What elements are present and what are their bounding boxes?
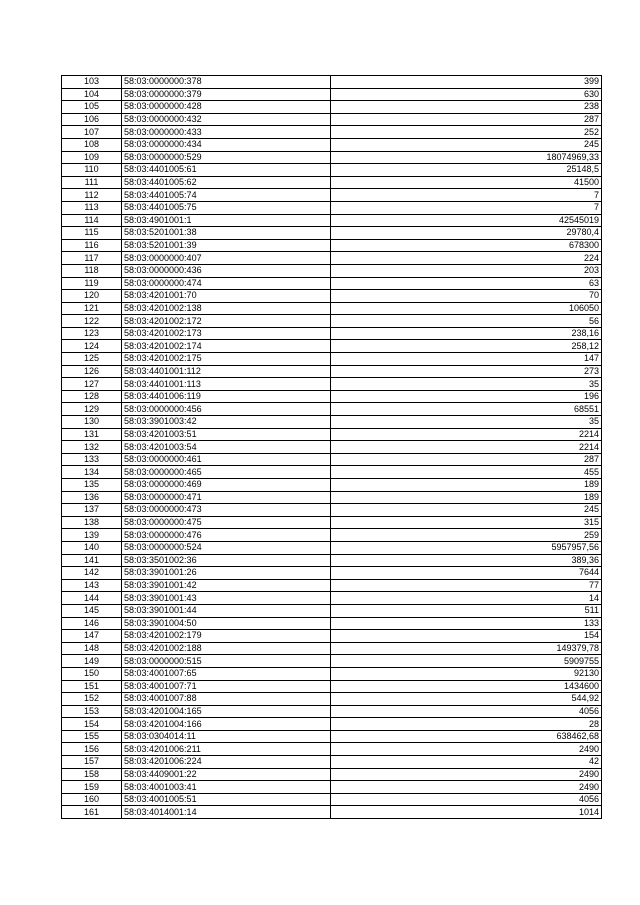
row-value: 7644 bbox=[331, 567, 602, 580]
row-value: 203 bbox=[331, 264, 602, 277]
row-number: 106 bbox=[62, 113, 122, 126]
row-number: 157 bbox=[62, 756, 122, 769]
row-number: 144 bbox=[62, 592, 122, 605]
row-number: 128 bbox=[62, 390, 122, 403]
row-value: 56 bbox=[331, 315, 602, 328]
row-value: 2214 bbox=[331, 441, 602, 454]
table-row bbox=[62, 579, 602, 592]
row-value: 28 bbox=[331, 718, 602, 731]
table-row bbox=[62, 390, 602, 403]
row-number: 142 bbox=[62, 567, 122, 580]
cadastral-number: 58:03:4201002:172 bbox=[122, 315, 331, 328]
cadastral-number: 58:03:0000000:471 bbox=[122, 491, 331, 504]
row-number: 153 bbox=[62, 705, 122, 718]
row-value: 238 bbox=[331, 101, 602, 114]
cadastral-number: 58:03:4201002:173 bbox=[122, 327, 331, 340]
row-value: 2490 bbox=[331, 781, 602, 794]
row-value: 544,92 bbox=[331, 693, 602, 706]
cadastral-number: 58:03:5201001:39 bbox=[122, 239, 331, 252]
table-row bbox=[62, 592, 602, 605]
row-value: 68551 bbox=[331, 403, 602, 416]
cadastral-number: 58:03:0000000:465 bbox=[122, 466, 331, 479]
cadastral-number: 58:03:4401001:113 bbox=[122, 378, 331, 391]
row-number: 110 bbox=[62, 164, 122, 177]
table-row bbox=[62, 113, 602, 126]
table-row bbox=[62, 768, 602, 781]
cadastral-number: 58:03:4401005:61 bbox=[122, 164, 331, 177]
row-number: 133 bbox=[62, 453, 122, 466]
cadastral-number: 58:03:0000000:529 bbox=[122, 151, 331, 164]
row-number: 121 bbox=[62, 302, 122, 315]
table-row bbox=[62, 655, 602, 668]
table-row bbox=[62, 189, 602, 202]
row-value: 315 bbox=[331, 516, 602, 529]
row-number: 122 bbox=[62, 315, 122, 328]
cadastral-number: 58:03:0000000:476 bbox=[122, 529, 331, 542]
table-row bbox=[62, 302, 602, 315]
table-row bbox=[62, 541, 602, 554]
row-value: 42545019 bbox=[331, 214, 602, 227]
row-value: 154 bbox=[331, 630, 602, 643]
cadastral-number: 58:03:3901004:50 bbox=[122, 617, 331, 630]
table-row bbox=[62, 604, 602, 617]
cadastral-number: 58:03:4201002:188 bbox=[122, 642, 331, 655]
row-number: 136 bbox=[62, 491, 122, 504]
table-row bbox=[62, 705, 602, 718]
cadastral-number: 58:03:4201006:224 bbox=[122, 756, 331, 769]
row-number: 135 bbox=[62, 479, 122, 492]
cadastral-number: 58:03:4201002:175 bbox=[122, 353, 331, 366]
row-value: 245 bbox=[331, 138, 602, 151]
row-value: 42 bbox=[331, 756, 602, 769]
row-number: 138 bbox=[62, 516, 122, 529]
cadastral-number: 58:03:4901001:1 bbox=[122, 214, 331, 227]
cadastral-number: 58:03:0000000:434 bbox=[122, 138, 331, 151]
cadastral-number: 58:03:3901001:43 bbox=[122, 592, 331, 605]
row-number: 150 bbox=[62, 667, 122, 680]
row-number: 114 bbox=[62, 214, 122, 227]
cadastral-number: 58:03:4201002:138 bbox=[122, 302, 331, 315]
row-value: 1014 bbox=[331, 806, 602, 819]
row-value: 630 bbox=[331, 88, 602, 101]
cadastral-number: 58:03:0000000:436 bbox=[122, 264, 331, 277]
row-value: 252 bbox=[331, 126, 602, 139]
row-value: 25148,5 bbox=[331, 164, 602, 177]
row-number: 103 bbox=[62, 76, 122, 89]
row-number: 104 bbox=[62, 88, 122, 101]
cadastral-number: 58:03:0000000:378 bbox=[122, 76, 331, 89]
row-number: 113 bbox=[62, 201, 122, 214]
cadastral-number: 58:03:4014001:14 bbox=[122, 806, 331, 819]
table-row bbox=[62, 680, 602, 693]
cadastral-number: 58:03:0304014:11 bbox=[122, 730, 331, 743]
row-number: 149 bbox=[62, 655, 122, 668]
cadastral-number: 58:03:0000000:469 bbox=[122, 479, 331, 492]
row-number: 112 bbox=[62, 189, 122, 202]
cadastral-number: 58:03:4401001:112 bbox=[122, 365, 331, 378]
table-row bbox=[62, 365, 602, 378]
table-row bbox=[62, 718, 602, 731]
row-value: 287 bbox=[331, 453, 602, 466]
table-row bbox=[62, 693, 602, 706]
row-value: 224 bbox=[331, 252, 602, 265]
cadastral-number: 58:03:0000000:428 bbox=[122, 101, 331, 114]
cadastral-number: 58:03:3501002:36 bbox=[122, 554, 331, 567]
row-number: 140 bbox=[62, 541, 122, 554]
row-number: 127 bbox=[62, 378, 122, 391]
table-row bbox=[62, 201, 602, 214]
row-value: 14 bbox=[331, 592, 602, 605]
table-row bbox=[62, 567, 602, 580]
table-row bbox=[62, 88, 602, 101]
row-number: 155 bbox=[62, 730, 122, 743]
row-value: 1434600 bbox=[331, 680, 602, 693]
row-value: 511 bbox=[331, 604, 602, 617]
row-number: 158 bbox=[62, 768, 122, 781]
cadastral-number: 58:03:0000000:407 bbox=[122, 252, 331, 265]
cadastral-number: 58:03:4401006:119 bbox=[122, 390, 331, 403]
table-row bbox=[62, 151, 602, 164]
row-number: 125 bbox=[62, 353, 122, 366]
row-number: 154 bbox=[62, 718, 122, 731]
table-row bbox=[62, 504, 602, 517]
table-row bbox=[62, 76, 602, 89]
row-number: 118 bbox=[62, 264, 122, 277]
cadastral-number: 58:03:4401005:74 bbox=[122, 189, 331, 202]
row-number: 119 bbox=[62, 277, 122, 290]
row-number: 143 bbox=[62, 579, 122, 592]
table-row bbox=[62, 101, 602, 114]
row-number: 109 bbox=[62, 151, 122, 164]
table-row bbox=[62, 466, 602, 479]
table-row bbox=[62, 554, 602, 567]
cadastral-number: 58:03:3901001:42 bbox=[122, 579, 331, 592]
row-number: 145 bbox=[62, 604, 122, 617]
row-value: 77 bbox=[331, 579, 602, 592]
table-row bbox=[62, 239, 602, 252]
row-number: 134 bbox=[62, 466, 122, 479]
row-value: 106050 bbox=[331, 302, 602, 315]
row-number: 156 bbox=[62, 743, 122, 756]
row-number: 146 bbox=[62, 617, 122, 630]
table-row bbox=[62, 441, 602, 454]
row-value: 29780,4 bbox=[331, 227, 602, 240]
table-row bbox=[62, 252, 602, 265]
row-number: 116 bbox=[62, 239, 122, 252]
cadastral-number: 58:03:4001005:51 bbox=[122, 793, 331, 806]
cadastral-number: 58:03:4201003:54 bbox=[122, 441, 331, 454]
row-number: 117 bbox=[62, 252, 122, 265]
row-number: 111 bbox=[62, 176, 122, 189]
table-row bbox=[62, 176, 602, 189]
table-row bbox=[62, 403, 602, 416]
row-value: 259 bbox=[331, 529, 602, 542]
row-value: 399 bbox=[331, 76, 602, 89]
cadastral-number: 58:03:4001007:65 bbox=[122, 667, 331, 680]
row-value: 189 bbox=[331, 479, 602, 492]
table-row bbox=[62, 491, 602, 504]
table-row bbox=[62, 642, 602, 655]
row-value: 35 bbox=[331, 416, 602, 429]
row-value: 92130 bbox=[331, 667, 602, 680]
table-row bbox=[62, 793, 602, 806]
row-number: 141 bbox=[62, 554, 122, 567]
cadastral-number: 58:03:0000000:379 bbox=[122, 88, 331, 101]
row-number: 159 bbox=[62, 781, 122, 794]
cadastral-number: 58:03:5201001:38 bbox=[122, 227, 331, 240]
row-value: 2490 bbox=[331, 743, 602, 756]
row-number: 120 bbox=[62, 290, 122, 303]
table-row bbox=[62, 164, 602, 177]
row-value: 5909755 bbox=[331, 655, 602, 668]
table-row bbox=[62, 667, 602, 680]
cadastral-number: 58:03:0000000:432 bbox=[122, 113, 331, 126]
row-value: 638462,68 bbox=[331, 730, 602, 743]
cadastral-number: 58:03:4201004:165 bbox=[122, 705, 331, 718]
table-row bbox=[62, 227, 602, 240]
row-value: 258,12 bbox=[331, 340, 602, 353]
cadastral-number: 58:03:4409001:22 bbox=[122, 768, 331, 781]
row-number: 137 bbox=[62, 504, 122, 517]
row-number: 124 bbox=[62, 340, 122, 353]
row-number: 161 bbox=[62, 806, 122, 819]
row-value: 2490 bbox=[331, 768, 602, 781]
table-row bbox=[62, 378, 602, 391]
table-row bbox=[62, 743, 602, 756]
row-value: 287 bbox=[331, 113, 602, 126]
row-value: 238,16 bbox=[331, 327, 602, 340]
row-number: 130 bbox=[62, 416, 122, 429]
table-row bbox=[62, 315, 602, 328]
row-number: 147 bbox=[62, 630, 122, 643]
cadastral-number: 58:03:3901001:26 bbox=[122, 567, 331, 580]
row-value: 189 bbox=[331, 491, 602, 504]
row-number: 160 bbox=[62, 793, 122, 806]
row-number: 129 bbox=[62, 403, 122, 416]
row-value: 63 bbox=[331, 277, 602, 290]
row-value: 7 bbox=[331, 201, 602, 214]
row-value: 5957957,56 bbox=[331, 541, 602, 554]
row-value: 2214 bbox=[331, 428, 602, 441]
row-number: 151 bbox=[62, 680, 122, 693]
table-row bbox=[62, 516, 602, 529]
row-value: 273 bbox=[331, 365, 602, 378]
cadastral-number: 58:03:4001007:88 bbox=[122, 693, 331, 706]
cadastral-number: 58:03:3901003:42 bbox=[122, 416, 331, 429]
table-row bbox=[62, 756, 602, 769]
row-value: 4056 bbox=[331, 793, 602, 806]
row-value: 35 bbox=[331, 378, 602, 391]
row-value: 4056 bbox=[331, 705, 602, 718]
cadastral-number: 58:03:0000000:461 bbox=[122, 453, 331, 466]
row-number: 108 bbox=[62, 138, 122, 151]
cadastral-number: 58:03:0000000:433 bbox=[122, 126, 331, 139]
table-row bbox=[62, 126, 602, 139]
table-body bbox=[62, 76, 602, 819]
row-number: 131 bbox=[62, 428, 122, 441]
table-row bbox=[62, 340, 602, 353]
row-number: 115 bbox=[62, 227, 122, 240]
cadastral-number: 58:03:0000000:524 bbox=[122, 541, 331, 554]
cadastral-number: 58:03:4001007:71 bbox=[122, 680, 331, 693]
row-value: 18074969,33 bbox=[331, 151, 602, 164]
cadastral-number: 58:03:0000000:473 bbox=[122, 504, 331, 517]
row-number: 132 bbox=[62, 441, 122, 454]
cadastral-number: 58:03:4201001:70 bbox=[122, 290, 331, 303]
row-value: 147 bbox=[331, 353, 602, 366]
table-row bbox=[62, 617, 602, 630]
row-value: 149379,78 bbox=[331, 642, 602, 655]
row-value: 455 bbox=[331, 466, 602, 479]
table-row bbox=[62, 806, 602, 819]
table-row bbox=[62, 730, 602, 743]
row-number: 105 bbox=[62, 101, 122, 114]
row-value: 7 bbox=[331, 189, 602, 202]
table-row bbox=[62, 290, 602, 303]
cadastral-number: 58:03:0000000:515 bbox=[122, 655, 331, 668]
table-row bbox=[62, 277, 602, 290]
table-row bbox=[62, 479, 602, 492]
table-row bbox=[62, 327, 602, 340]
row-number: 148 bbox=[62, 642, 122, 655]
table-row bbox=[62, 214, 602, 227]
table-row bbox=[62, 453, 602, 466]
table-row bbox=[62, 416, 602, 429]
row-number: 139 bbox=[62, 529, 122, 542]
table-row bbox=[62, 630, 602, 643]
cadastral-number: 58:03:4201006:211 bbox=[122, 743, 331, 756]
table-row bbox=[62, 353, 602, 366]
cadastral-number: 58:03:4001003:41 bbox=[122, 781, 331, 794]
cadastral-number: 58:03:4401005:75 bbox=[122, 201, 331, 214]
cadastral-number: 58:03:4201002:179 bbox=[122, 630, 331, 643]
cadastral-number: 58:03:0000000:456 bbox=[122, 403, 331, 416]
cadastral-table bbox=[61, 75, 602, 819]
cadastral-number: 58:03:4201003:51 bbox=[122, 428, 331, 441]
cadastral-number: 58:03:0000000:474 bbox=[122, 277, 331, 290]
row-number: 123 bbox=[62, 327, 122, 340]
cadastral-number: 58:03:4401005:62 bbox=[122, 176, 331, 189]
row-value: 196 bbox=[331, 390, 602, 403]
row-value: 389,36 bbox=[331, 554, 602, 567]
table-row bbox=[62, 138, 602, 151]
row-value: 41500 bbox=[331, 176, 602, 189]
table-row bbox=[62, 428, 602, 441]
row-number: 107 bbox=[62, 126, 122, 139]
table-row bbox=[62, 529, 602, 542]
cadastral-number: 58:03:4201002:174 bbox=[122, 340, 331, 353]
row-number: 126 bbox=[62, 365, 122, 378]
table-row bbox=[62, 781, 602, 794]
cadastral-number: 58:03:4201004:166 bbox=[122, 718, 331, 731]
row-number: 152 bbox=[62, 693, 122, 706]
row-value: 245 bbox=[331, 504, 602, 517]
table-row bbox=[62, 264, 602, 277]
cadastral-number: 58:03:3901001:44 bbox=[122, 604, 331, 617]
row-value: 678300 bbox=[331, 239, 602, 252]
row-value: 133 bbox=[331, 617, 602, 630]
row-value: 70 bbox=[331, 290, 602, 303]
cadastral-number: 58:03:0000000:475 bbox=[122, 516, 331, 529]
